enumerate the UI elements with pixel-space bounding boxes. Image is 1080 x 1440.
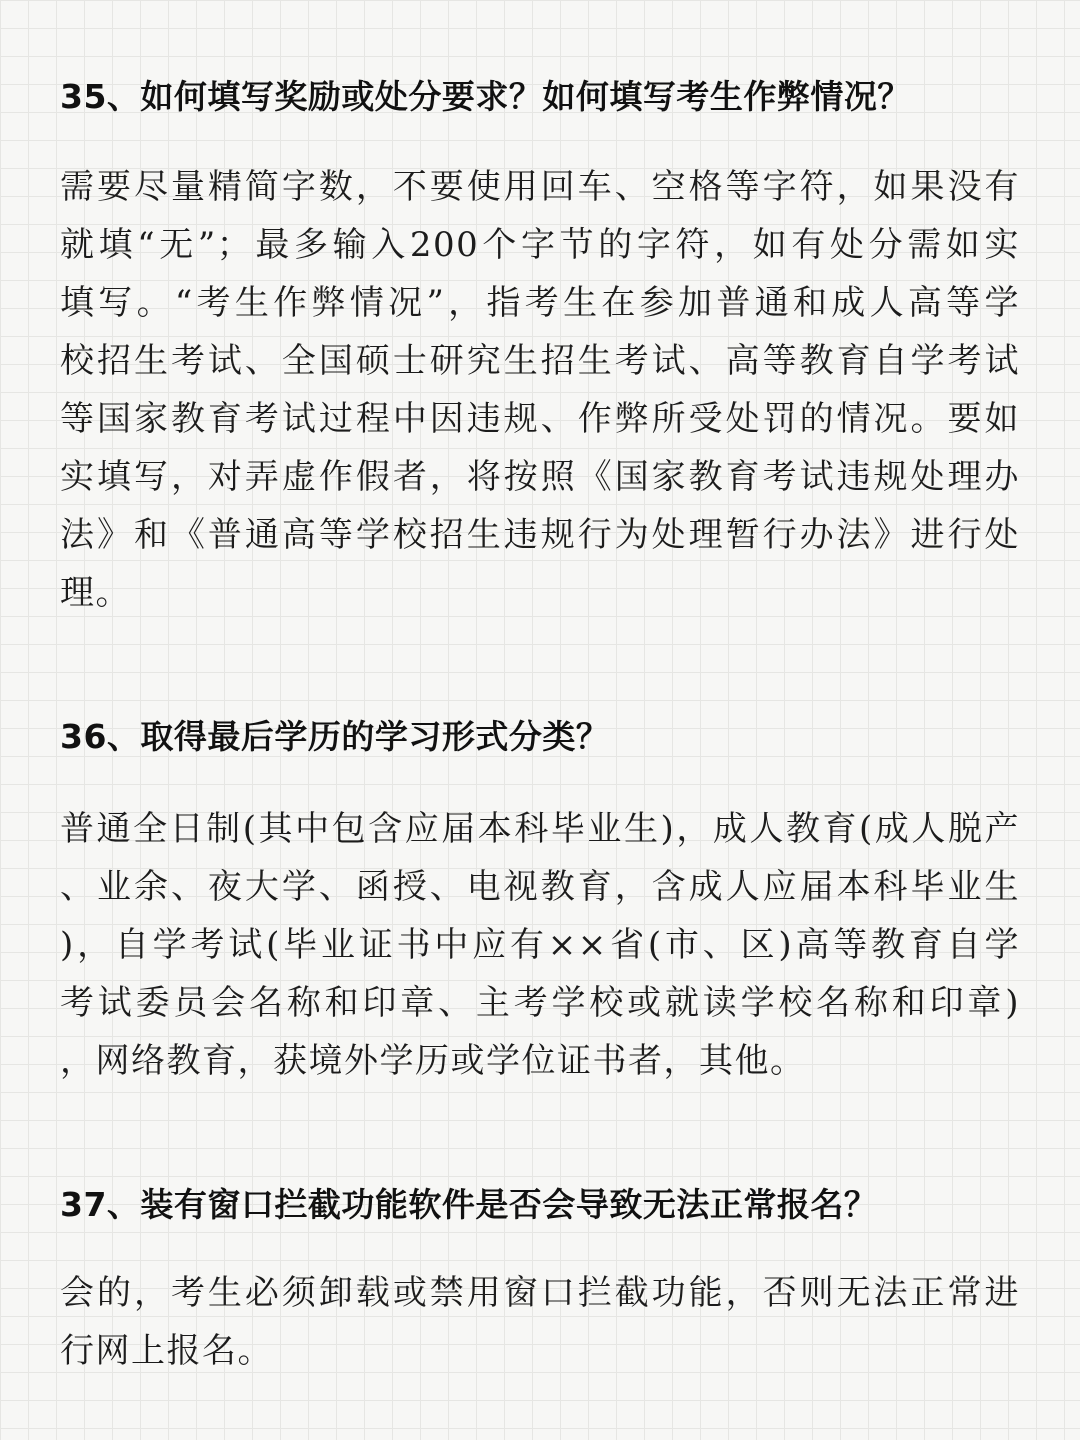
answer-35-line-5: 等国家教育考试过程中因违规、作弊所受处罚的情况。要如	[60, 399, 1020, 439]
answer-36-line-5: ，网络教育，获境外学历或学位证书者，其他。	[60, 1041, 806, 1081]
answer-36-line-3: )，自学考试(毕业证书中应有××省(市、区)高等教育自学	[60, 925, 1020, 965]
question-37-title: 37、装有窗口拦截功能软件是否会导致无法正常报名？	[60, 1185, 878, 1225]
answer-36-line-4: 考试委员会名称和印章、主考学校或就读学校名称和印章)	[60, 983, 1020, 1023]
answer-35-line-8: 理。	[60, 573, 131, 613]
answer-37-line-1: 会的，考生必须卸载或禁用窗口拦截功能，否则无法正常进	[60, 1273, 1020, 1313]
answer-35-line-1: 需要尽量精简字数，不要使用回车、空格等字符，如果没有	[60, 167, 1020, 207]
question-35-title: 35、如何填写奖励或处分要求？如何填写考生作弊情况？	[60, 77, 911, 117]
answer-37-line-2: 行网上报名。	[60, 1331, 273, 1371]
answer-35-line-4: 校招生考试、全国硕士研究生招生考试、高等教育自学考试	[60, 341, 1020, 381]
answer-35-line-7: 法》和《普通高等学校招生违规行为处理暂行办法》进行处	[60, 515, 1020, 555]
answer-36-line-2: 、业余、夜大学、函授、电视教育，含成人应届本科毕业生	[60, 867, 1020, 907]
answer-35	[60, 158, 1020, 622]
answer-35-line-6: 实填写，对弄虚作假者，将按照《国家教育考试违规处理办	[60, 457, 1020, 497]
answer-35-line-3: 填写。“考生作弊情况”，指考生在参加普通和成人高等学	[60, 283, 1020, 323]
question-36-title: 36、取得最后学历的学习形式分类？	[60, 717, 610, 757]
answer-37	[60, 1264, 1020, 1380]
answer-36-line-1: 普通全日制(其中包含应届本科毕业生)，成人教育(成人脱产	[60, 809, 1020, 849]
answer-36	[60, 800, 1020, 1090]
answer-35-line-2: 就填“无”；最多输入200个字节的字符，如有处分需如实	[60, 225, 1020, 265]
